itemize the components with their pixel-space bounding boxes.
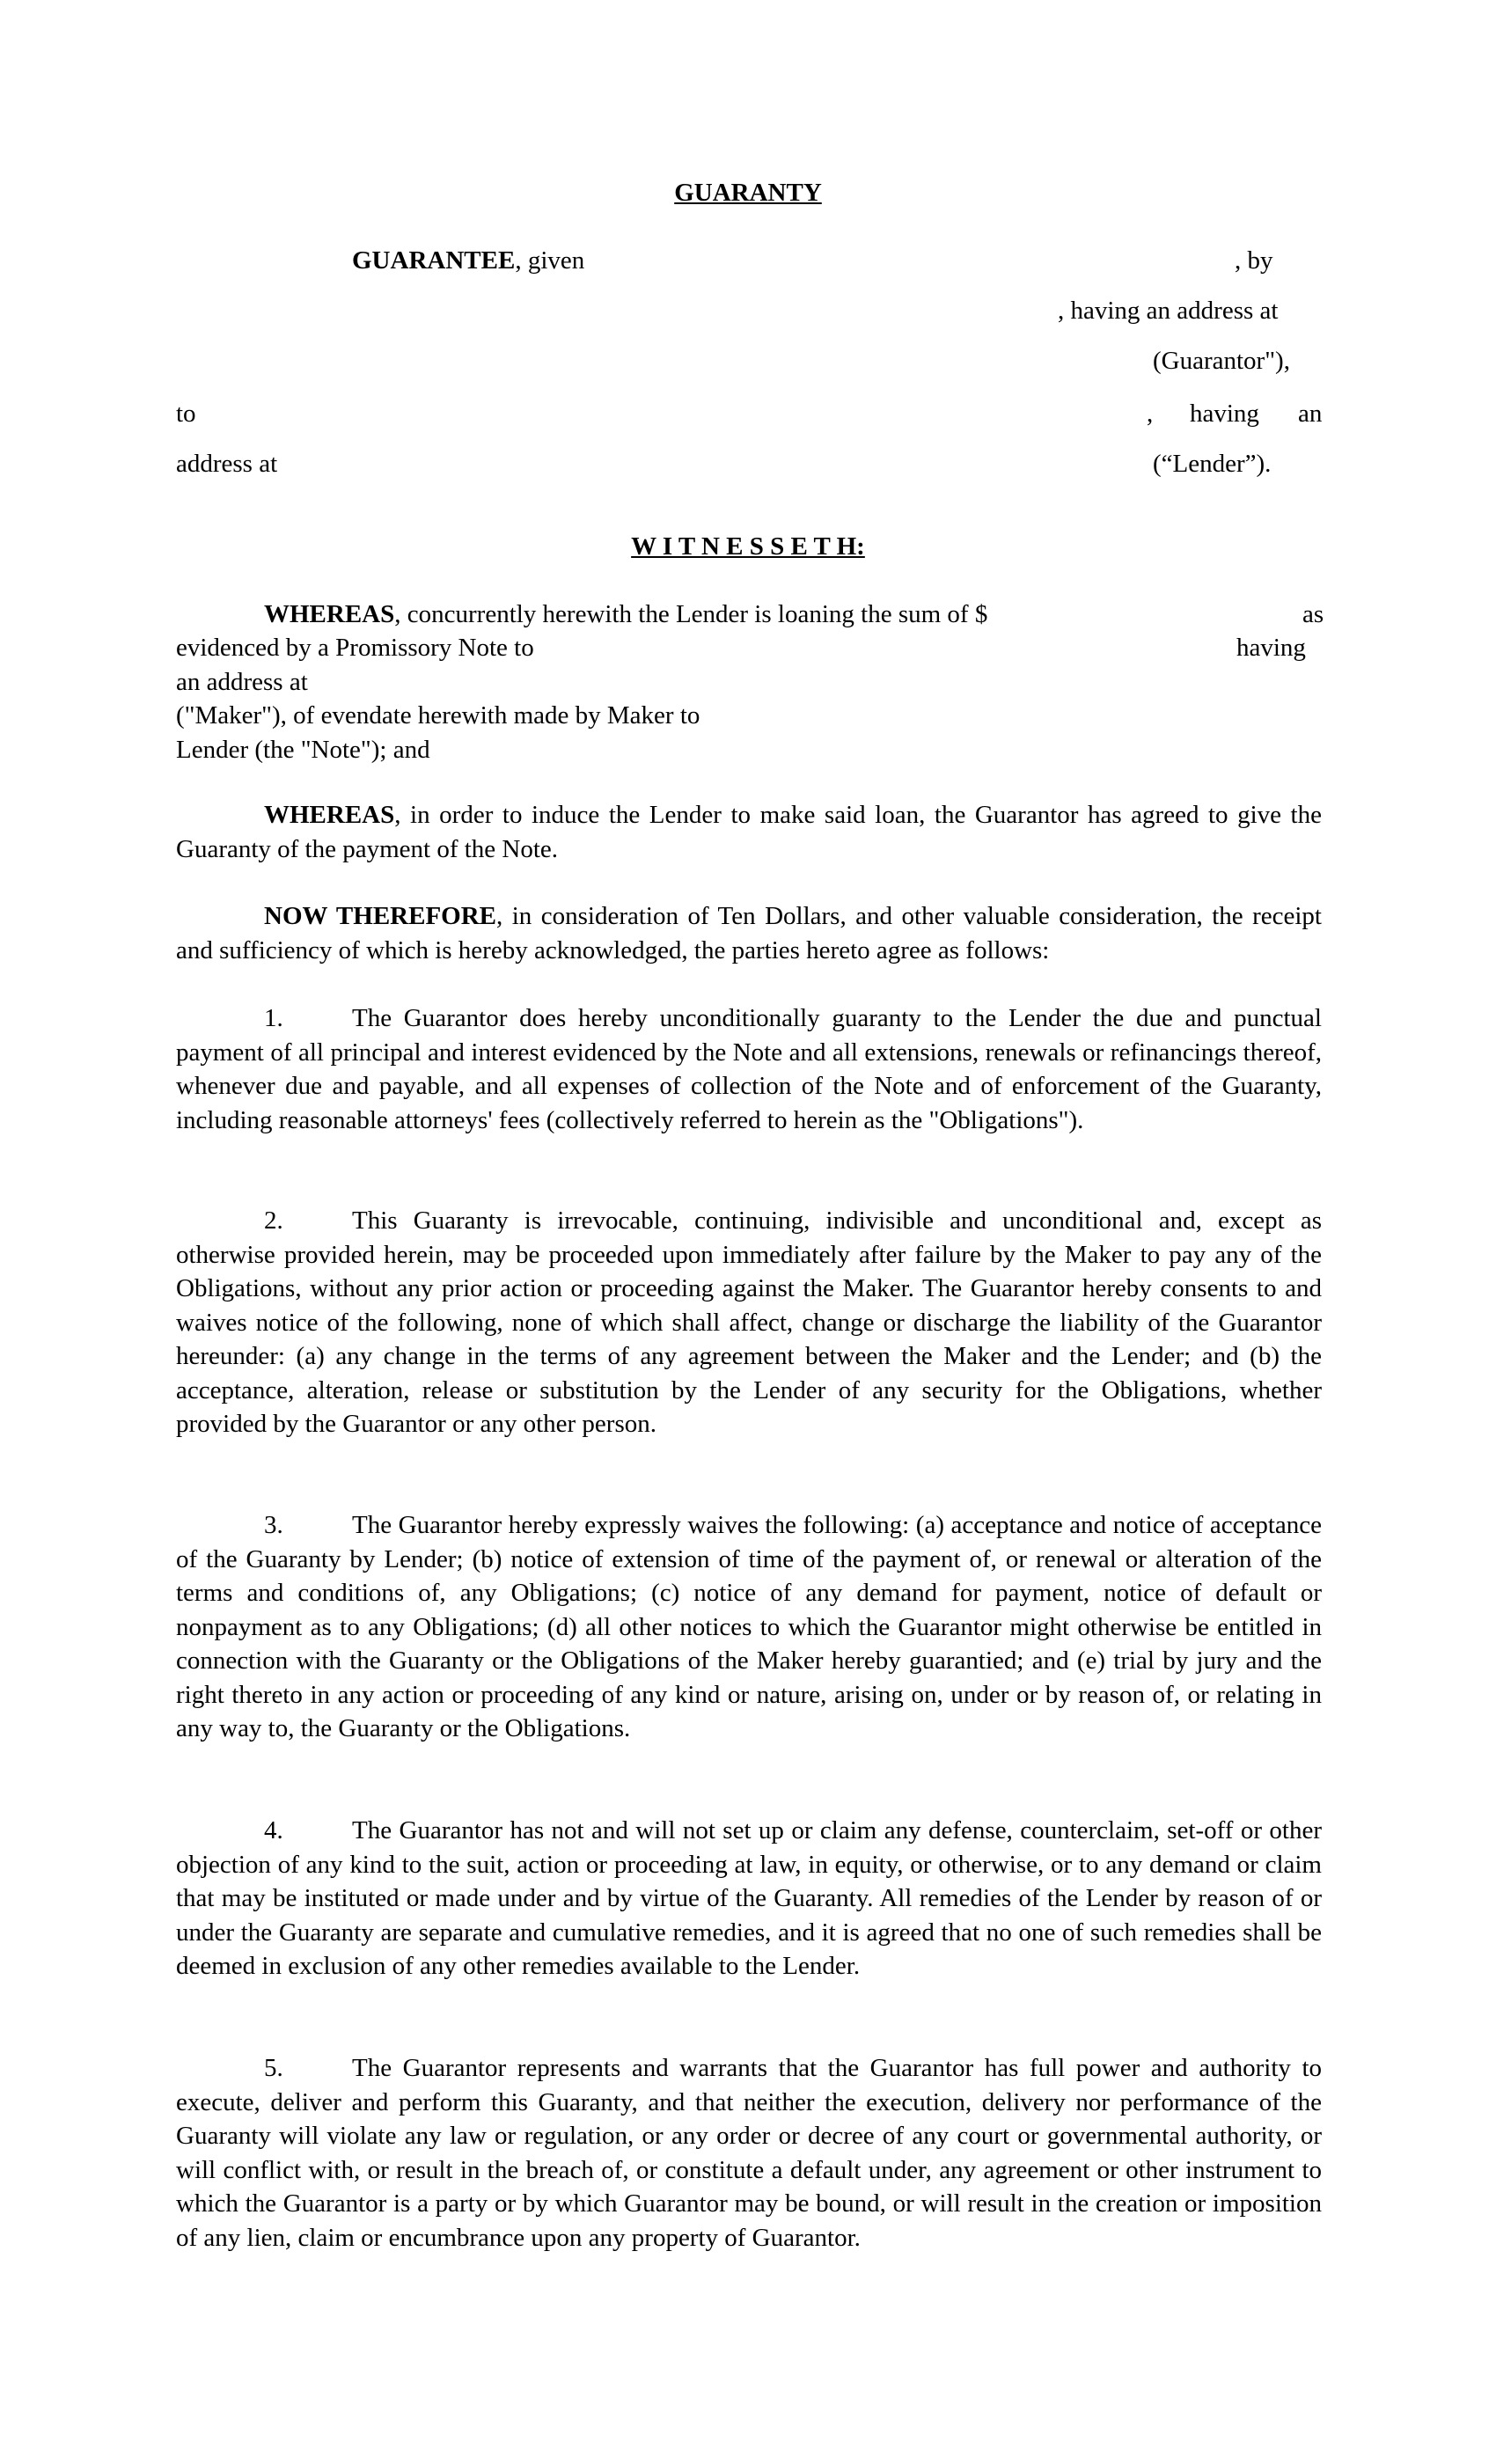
clause-number: 3. [264, 1511, 283, 1539]
clause-text: This Guaranty is irrevocable, continuing, indivisible and unconditional and, except as otherwise provided herein, may be proceeded upon immediately after failure by the Maker to pay any of the Obligations, without any prior action or proceeding against the Maker. The Guarantor hereby consents to and waives notice of the following, none of which shall affect, change or discharge the liability of the Guarantor hereunder: (a) any change in the terms of any agreement between the Maker and the Lender; and (b) the acceptance, alteration, release or substitution by the Lender of any security for the Obligations, whether provided by the Guarantor or any other person. [176, 1206, 1322, 1438]
whereas1-line2: evidenced by a Promissory Note to [176, 634, 534, 662]
guarantee-bold: GUARANTEE [352, 246, 516, 275]
clause-1 [176, 1001, 1322, 1137]
whereas1-line3: an address at [176, 668, 308, 696]
clause-2 [176, 1204, 1322, 1441]
whereas2-bold: WHEREAS [264, 801, 395, 829]
document-title: GUARANTY [674, 179, 822, 207]
clause-number: 5. [264, 2054, 283, 2082]
whereas2-text: , in order to induce the Lender to make said loan, the Guarantor has agreed to give the Guaranty of the payment of the Note. [176, 801, 1322, 863]
guarantee-given: , given [515, 246, 585, 275]
now-therefore-paragraph [176, 899, 1322, 967]
clause-number: 1. [264, 1004, 283, 1032]
clause-text: The Guarantor has not and will not set up or claim any defense, counterclaim, set-off or other objection of any kind to the suit, action or proceeding at law, in equity, or otherwise, or to any demand or claim that may be instituted or made under and by virtue of the Guaranty. All remedies of the Lender by reason of or under the Guaranty are separate and cumulative remedies, and it is agreed that no one of such remedies shall be deemed in exclusion of any other remedies available to the Lender. [176, 1816, 1322, 1980]
lender-an: an [1298, 400, 1323, 428]
whereas1-line4: ("Maker"), of evendate herewith made by Maker to [176, 701, 700, 730]
lender-address-at: address at [176, 450, 278, 478]
whereas1-as: as [1302, 600, 1324, 628]
whereas1-having: having [1236, 634, 1306, 662]
whereas2-paragraph [176, 798, 1322, 866]
guarantee-intro [352, 244, 584, 277]
clause-number: 2. [264, 1206, 283, 1235]
now-therefore-bold: NOW THEREFORE [264, 902, 497, 930]
guarantor-address-text: , having an address at [1058, 297, 1279, 325]
witnesseth-heading: W I T N E S S E T H: [631, 532, 865, 561]
whereas1-line1-text: , concurrently herewith the Lender is loaning the sum of $ [394, 600, 988, 628]
clause-number: 4. [264, 1816, 283, 1844]
lender-label: (“Lender”). [1153, 450, 1272, 478]
now-therefore-text: , in consideration of Ten Dollars, and other valuable consideration, the receipt and sufficiency of which is hereby acknowledged, the parties hereto agree as follows: [176, 902, 1322, 964]
clause-text: The Guarantor represents and warrants that the Guarantor has full power and authority to execute, deliver and perform this Guaranty, and that neither the execution, delivery nor performance of the Guaranty will violate any law or regulation, or any order or decree of any court or governmental authority, or will conflict with, or result in the breach of, or constitute a default under, any agreement or other instrument to which the Guarantor is a party or by which Guarantor may be bound, or will result in the creation or imposition of any lien, claim or encumbrance upon any property of Guarantor. [176, 2054, 1322, 2252]
guarantor-label: (Guarantor"), [1153, 347, 1290, 375]
clause-4 [176, 1814, 1322, 1984]
lender-comma: , [1147, 400, 1154, 428]
whereas1-bold: WHEREAS [264, 600, 395, 628]
clause-5 [176, 2051, 1322, 2255]
clause-text: The Guarantor does hereby unconditionally guaranty to the Lender the due and punctual payment of all principal and interest evidenced by the Note and all extensions, renewals or refinancings thereof, whenever due and payable, and all expenses of collection of the Note and of enforcement of the Guaranty, including reasonable attorneys' fees (collectively referred to herein as the "Obligations"). [176, 1004, 1322, 1134]
whereas1-line1 [264, 598, 987, 631]
clause-text: The Guarantor hereby expressly waives the following: (a) acceptance and notice of acceptance of the Guaranty by Lender; (b) notice of extension of time of the payment of, or renewal or alteration of the terms and conditions of, any Obligations; (c) notice of any demand for payment, notice of default or nonpayment as to any Obligations; (d) all other notices to which the Guarantor might otherwise be entitled in connection with the Guaranty or the Obligations of the Maker hereby guarantied; and (e) trial by jury and the right thereto in any action or proceeding of any kind or nature, arising on, under or by reason of, or relating in any way to, the Guaranty or the Obligations. [176, 1511, 1322, 1742]
by-text: , by [1235, 246, 1273, 275]
clause-3 [176, 1508, 1322, 1746]
to-text: to [176, 400, 196, 428]
lender-having: having [1190, 400, 1259, 428]
whereas1-line5: Lender (the "Note"); and [176, 736, 430, 764]
